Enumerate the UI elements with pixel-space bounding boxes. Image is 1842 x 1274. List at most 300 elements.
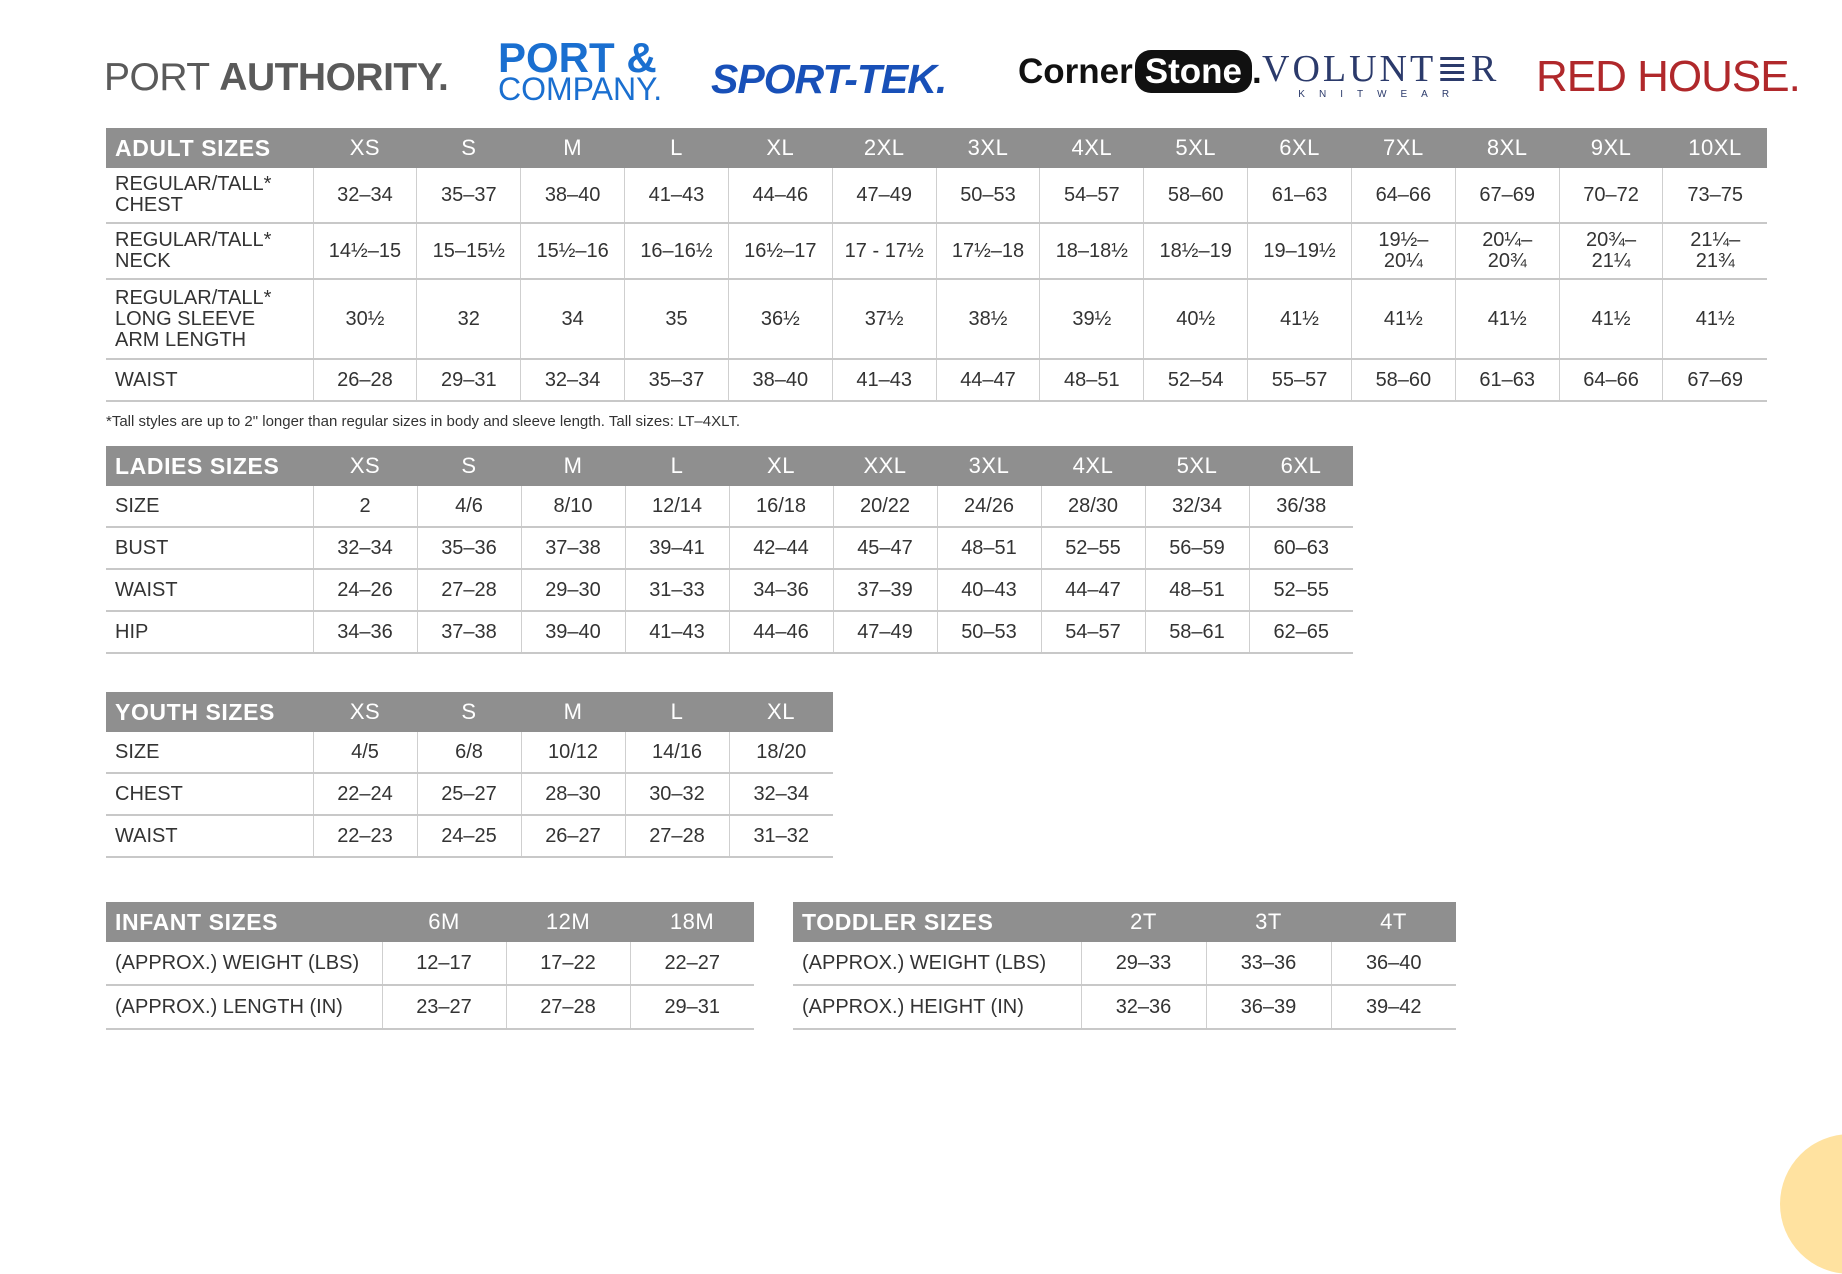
brand-logos (0, 0, 1842, 130)
measurement-cell (1331, 985, 1456, 1029)
measurement-cell (1041, 611, 1145, 653)
ladies-table-title: LADIES SIZES (106, 446, 313, 486)
measurement-cell (1041, 569, 1145, 611)
row-label-line: REGULAR/TALL* (115, 229, 272, 251)
measurement-value: 32–34 (544, 368, 601, 391)
measurement-value: 47–49 (857, 620, 913, 643)
size-column-header: 2XL (832, 128, 936, 168)
table-row (793, 985, 1456, 1029)
measurement-cell (625, 279, 729, 359)
measurement-value: 23–27 (416, 995, 472, 1018)
measurement-value: 35–36 (441, 536, 497, 559)
measurement-value: 17–22 (540, 951, 596, 974)
adult-table-title: ADULT SIZES (106, 128, 313, 168)
measurement-value: 15–15½ (432, 239, 505, 262)
measurement-value: 20/22 (859, 494, 911, 517)
measurement-cell (729, 486, 833, 527)
measurement-cell (1040, 168, 1144, 223)
table-row (106, 168, 1767, 223)
size-column-header: 10XL (1663, 128, 1767, 168)
measurement-cell (630, 985, 754, 1029)
measurement-value: 41–43 (649, 620, 705, 643)
measurement-cell (313, 611, 417, 653)
youth-header-row (106, 692, 833, 732)
measurement-cell (417, 732, 521, 773)
measurement-value: 17½–18 (951, 239, 1025, 262)
measurement-value: 12/14 (651, 494, 703, 517)
row-label-line: CHEST (115, 194, 183, 216)
size-column-header: 3T (1206, 902, 1331, 942)
measurement-cell (936, 279, 1040, 359)
measurement-value: 22–27 (664, 951, 721, 974)
adult-sizes-table (106, 128, 1767, 402)
measurement-cell (521, 486, 625, 527)
measurement-cell (313, 279, 417, 359)
measurement-value: 34–36 (753, 578, 809, 601)
measurement-value: 61–63 (1271, 183, 1328, 206)
size-column-header: 4XL (1040, 128, 1144, 168)
measurement-value: 47–49 (856, 183, 912, 206)
measurement-cell (417, 168, 521, 223)
measurement-value: 22–24 (337, 782, 393, 805)
measurement-value: 52–54 (1167, 368, 1224, 391)
youth-sizes-table (106, 692, 833, 858)
ladies-sizes-table (106, 446, 1353, 654)
row-label-line: NECK (115, 250, 171, 272)
measurement-cell (1144, 279, 1248, 359)
measurement-cell (936, 168, 1040, 223)
measurement-value: 25–27 (441, 782, 497, 805)
red-house-logo: RED HOUSE. (1536, 52, 1800, 101)
measurement-value: 19½– (1378, 229, 1429, 251)
measurement-cell (1663, 168, 1767, 223)
measurement-value: 50–53 (961, 620, 1017, 643)
measurement-cell (625, 815, 729, 857)
size-column-header: 8XL (1455, 128, 1559, 168)
measurement-value: 16/18 (755, 494, 807, 517)
size-column-header: XS (313, 446, 417, 486)
measurement-value: 12–17 (416, 951, 472, 974)
measurement-cell (1351, 279, 1455, 359)
measurement-value: 36/38 (1276, 494, 1327, 517)
measurement-value: 21¼– (1690, 229, 1741, 251)
measurement-value: 38–40 (544, 183, 601, 206)
measurement-cell (506, 985, 630, 1029)
measurement-cell (1249, 569, 1353, 611)
size-column-header: S (417, 128, 521, 168)
measurement-cell (1455, 359, 1559, 401)
size-column-header: 12M (506, 902, 630, 942)
measurement-cell (1248, 279, 1352, 359)
measurement-value: 33–36 (1240, 951, 1297, 974)
size-column-header: L (625, 128, 729, 168)
size-column-header: 3XL (937, 446, 1041, 486)
measurement-value: 67–69 (1687, 368, 1744, 391)
measurement-cell (832, 223, 936, 279)
toddler-sizes-table (793, 902, 1456, 1030)
row-label-line: WAIST (115, 368, 178, 391)
measurement-value: 41–43 (856, 368, 912, 391)
row-label (106, 359, 313, 401)
measurement-value: 52–55 (1273, 578, 1330, 601)
measurement-value: 27–28 (441, 578, 497, 601)
measurement-cell (417, 223, 521, 279)
row-label-line: LONG SLEEVE (115, 307, 256, 330)
measurement-cell (506, 942, 630, 985)
sport-tek-logo: SPORT-TEK. (711, 56, 947, 102)
measurement-value: 4/5 (351, 740, 379, 763)
measurement-value: 32/34 (1171, 494, 1223, 517)
measurement-cell (937, 527, 1041, 569)
measurement-cell (625, 773, 729, 815)
measurement-cell (417, 611, 521, 653)
measurement-cell (521, 359, 625, 401)
measurement-value: 40½ (1176, 307, 1216, 330)
measurement-value: 28/30 (1067, 494, 1119, 517)
infant-table-title: INFANT SIZES (106, 902, 382, 942)
measurement-cell (1081, 985, 1206, 1029)
measurement-cell (625, 732, 729, 773)
row-label (106, 569, 313, 611)
measurement-value: 41½ (1695, 307, 1735, 330)
measurement-value: 37–38 (441, 620, 497, 643)
table-row (106, 773, 833, 815)
size-column-header: XL (729, 692, 833, 732)
measurement-cell (625, 569, 729, 611)
measurement-value: 58–60 (1167, 183, 1224, 206)
measurement-cell (728, 279, 832, 359)
measurement-cell (417, 279, 521, 359)
measurement-value: 44–46 (753, 620, 809, 643)
measurement-cell (417, 569, 521, 611)
measurement-value: 37½ (864, 307, 904, 330)
measurement-cell (1145, 611, 1249, 653)
toddler-header-row (793, 902, 1456, 942)
measurement-value: 36½ (760, 307, 800, 330)
port-company-logo: PORT & COMPANY. (498, 34, 663, 107)
measurement-value: 20¼– (1482, 229, 1533, 251)
measurement-cell (1248, 223, 1352, 279)
size-column-header: 6XL (1249, 446, 1353, 486)
measurement-cell (1040, 359, 1144, 401)
toddler-table-title: TODDLER SIZES (793, 902, 1081, 942)
measurement-value: 73–75 (1687, 183, 1744, 206)
measurement-cell (937, 486, 1041, 527)
measurement-cell (1559, 168, 1663, 223)
measurement-cell (1351, 359, 1455, 401)
measurement-cell (1144, 223, 1248, 279)
measurement-cell (832, 279, 936, 359)
measurement-cell (729, 773, 833, 815)
measurement-cell (1144, 168, 1248, 223)
table-row (106, 985, 754, 1029)
row-label (106, 773, 313, 815)
measurement-value: 48–51 (1064, 368, 1120, 391)
measurement-cell (833, 569, 937, 611)
measurement-cell (1455, 279, 1559, 359)
measurement-cell (417, 815, 521, 857)
measurement-value: 41½ (1487, 307, 1527, 330)
measurement-value: 64–66 (1375, 183, 1432, 206)
row-label-line: (APPROX.) LENGTH (IN) (115, 995, 343, 1018)
measurement-value: 19–19½ (1263, 239, 1336, 262)
table-row (106, 359, 1767, 401)
measurement-value: 22–23 (337, 824, 393, 847)
measurement-value: 30½ (345, 307, 385, 330)
size-column-header: 4T (1331, 902, 1456, 942)
measurement-cell (1559, 279, 1663, 359)
measurement-value: 37–38 (545, 536, 601, 559)
row-label-line: SIZE (115, 494, 160, 517)
measurement-value: 61–63 (1479, 368, 1536, 391)
row-label-line: REGULAR/TALL* (115, 286, 272, 309)
measurement-value: 58–61 (1169, 620, 1225, 643)
measurement-cell (521, 168, 625, 223)
measurement-cell (417, 773, 521, 815)
measurement-value: 20¼ (1383, 250, 1423, 272)
measurement-cell (521, 223, 625, 279)
measurement-cell (521, 773, 625, 815)
measurement-cell (1040, 279, 1144, 359)
row-label (106, 223, 313, 279)
measurement-value: 15½–16 (536, 239, 609, 262)
measurement-cell (625, 168, 729, 223)
table-row (106, 815, 833, 857)
row-label (106, 279, 313, 359)
row-label (106, 486, 313, 527)
measurement-value: 41–43 (648, 183, 705, 206)
measurement-cell (1248, 168, 1352, 223)
measurement-value: 35 (665, 307, 688, 330)
measurement-value: 20¾ (1487, 250, 1527, 272)
measurement-value: 31–32 (753, 824, 810, 847)
measurement-cell (1331, 942, 1456, 985)
measurement-value: 39–42 (1365, 995, 1422, 1018)
measurement-value: 18½–19 (1159, 239, 1232, 262)
measurement-cell (1249, 486, 1353, 527)
measurement-cell (729, 569, 833, 611)
infant-header-row (106, 902, 754, 942)
measurement-cell (382, 985, 506, 1029)
measurement-value: 24–25 (441, 824, 497, 847)
measurement-cell (313, 569, 417, 611)
measurement-cell (1041, 486, 1145, 527)
size-column-header: S (417, 446, 521, 486)
measurement-value: 35–37 (648, 368, 705, 391)
measurement-value: 54–57 (1065, 620, 1121, 643)
row-label (106, 815, 313, 857)
measurement-value: 18–18½ (1055, 239, 1128, 262)
measurement-cell (1206, 942, 1331, 985)
measurement-cell (1249, 527, 1353, 569)
adult-header-row (106, 128, 1767, 168)
size-column-header: L (625, 446, 729, 486)
measurement-value: 24–26 (337, 578, 393, 601)
measurement-cell (833, 486, 937, 527)
measurement-value: 32–34 (337, 536, 393, 559)
measurement-value: 39½ (1072, 307, 1112, 330)
table-row (106, 611, 1353, 653)
tall-sizes-note: *Tall styles are up to 2" longer than regular sizes in body and sleeve length. Tall sizes: LT–4XLT. (106, 413, 741, 430)
measurement-cell (1145, 527, 1249, 569)
row-label-line: (APPROX.) WEIGHT (LBS) (802, 951, 1047, 974)
measurement-cell (521, 527, 625, 569)
measurement-value: 38½ (968, 307, 1008, 330)
measurement-value: 40–43 (961, 578, 1017, 601)
measurement-cell (625, 486, 729, 527)
size-column-header: XL (728, 128, 832, 168)
ladies-header-row (106, 446, 1353, 486)
measurement-value: 70–72 (1583, 183, 1639, 206)
port-authority-logo: PORT AUTHORITY. (104, 56, 449, 99)
measurement-value: 8/10 (553, 494, 593, 517)
row-label (106, 732, 313, 773)
measurement-cell (1351, 168, 1455, 223)
table-row (106, 486, 1353, 527)
measurement-cell (937, 569, 1041, 611)
measurement-value: 41½ (1591, 307, 1631, 330)
measurement-value: 2 (359, 494, 371, 517)
measurement-cell (625, 223, 729, 279)
row-label-line: WAIST (115, 578, 178, 601)
row-label-line: REGULAR/TALL* (115, 173, 272, 195)
measurement-cell (313, 486, 417, 527)
measurement-cell (728, 168, 832, 223)
measurement-value: 6/8 (455, 740, 483, 763)
measurement-value: 32–34 (337, 183, 393, 206)
size-column-header: 7XL (1351, 128, 1455, 168)
row-label (106, 942, 382, 985)
row-label (106, 985, 382, 1029)
measurement-cell (417, 359, 521, 401)
measurement-value: 36–39 (1240, 995, 1297, 1018)
measurement-cell (729, 527, 833, 569)
measurement-value: 42–44 (753, 536, 809, 559)
measurement-cell (521, 732, 625, 773)
measurement-value: 44–47 (960, 368, 1016, 391)
measurement-value: 10/12 (547, 740, 599, 763)
measurement-value: 60–63 (1273, 536, 1330, 559)
size-column-header: 3XL (936, 128, 1040, 168)
measurement-cell (313, 815, 417, 857)
measurement-cell (625, 527, 729, 569)
cornerstone-logo: Corner Stone . (1018, 52, 1262, 91)
size-column-header: XL (729, 446, 833, 486)
row-label (106, 168, 313, 223)
measurement-value: 62–65 (1273, 620, 1330, 643)
measurement-cell (1248, 359, 1352, 401)
size-column-header: 5XL (1144, 128, 1248, 168)
measurement-value: 32–36 (1115, 995, 1172, 1018)
size-column-header: 2T (1081, 902, 1206, 942)
measurement-cell (832, 168, 936, 223)
measurement-value: 26–28 (337, 368, 393, 391)
measurement-cell (625, 359, 729, 401)
measurement-cell (729, 732, 833, 773)
measurement-cell (1559, 223, 1663, 279)
measurement-cell (313, 168, 417, 223)
measurement-value: 54–57 (1064, 183, 1120, 206)
measurement-cell (1455, 223, 1559, 279)
row-label-line: (APPROX.) WEIGHT (LBS) (115, 951, 360, 974)
size-column-header: 5XL (1145, 446, 1249, 486)
measurement-cell (937, 611, 1041, 653)
measurement-cell (729, 815, 833, 857)
size-column-header: 18M (630, 902, 754, 942)
measurement-value: 27–28 (540, 995, 596, 1018)
measurement-value: 30–32 (649, 782, 705, 805)
measurement-cell (1663, 223, 1767, 279)
measurement-cell (1206, 985, 1331, 1029)
row-label-line: (APPROX.) HEIGHT (IN) (802, 995, 1024, 1018)
measurement-cell (313, 527, 417, 569)
measurement-cell (313, 773, 417, 815)
measurement-value: 41½ (1383, 307, 1423, 330)
size-column-header: L (625, 692, 729, 732)
measurement-cell (728, 223, 832, 279)
measurement-value: 67–69 (1479, 183, 1536, 206)
measurement-cell (832, 359, 936, 401)
measurement-value: 18/20 (756, 740, 807, 763)
table-row (106, 569, 1353, 611)
size-column-header: 4XL (1041, 446, 1145, 486)
measurement-value: 58–60 (1375, 368, 1432, 391)
measurement-value: 48–51 (961, 536, 1017, 559)
measurement-value: 44–46 (752, 183, 809, 206)
row-label-line: ARM LENGTH (115, 328, 247, 351)
measurement-value: 39–40 (545, 620, 601, 643)
size-column-header: 6M (382, 902, 506, 942)
size-column-header: 9XL (1559, 128, 1663, 168)
measurement-cell (1041, 527, 1145, 569)
measurement-cell (1351, 223, 1455, 279)
measurement-cell (313, 732, 417, 773)
measurement-value: 32–34 (753, 782, 810, 805)
measurement-cell (1559, 359, 1663, 401)
measurement-value: 4/6 (455, 494, 483, 517)
measurement-cell (936, 223, 1040, 279)
table-row (793, 942, 1456, 985)
measurement-cell (729, 611, 833, 653)
measurement-value: 44–47 (1065, 578, 1121, 601)
measurement-value: 32 (457, 307, 480, 330)
measurement-value: 48–51 (1169, 578, 1225, 601)
size-column-header: XS (313, 692, 417, 732)
measurement-value: 27–28 (649, 824, 705, 847)
row-label (793, 985, 1081, 1029)
measurement-cell (521, 569, 625, 611)
row-label (793, 942, 1081, 985)
table-row (106, 279, 1767, 359)
measurement-value: 14½–15 (328, 239, 402, 262)
measurement-value: 31–33 (649, 578, 705, 601)
row-label (106, 527, 313, 569)
size-column-header: 6XL (1248, 128, 1352, 168)
table-row (106, 732, 833, 773)
row-label-line: HIP (115, 620, 149, 643)
table-row (106, 942, 754, 985)
measurement-value: 21¼ (1591, 250, 1631, 272)
measurement-cell (1663, 359, 1767, 401)
measurement-value: 55–57 (1271, 368, 1328, 391)
measurement-value: 37–39 (857, 578, 913, 601)
measurement-value: 52–55 (1065, 536, 1121, 559)
size-column-header: M (521, 128, 625, 168)
measurement-cell (1081, 942, 1206, 985)
measurement-value: 24/26 (963, 494, 1015, 517)
measurement-cell (521, 279, 625, 359)
measurement-value: 14/16 (651, 740, 703, 763)
